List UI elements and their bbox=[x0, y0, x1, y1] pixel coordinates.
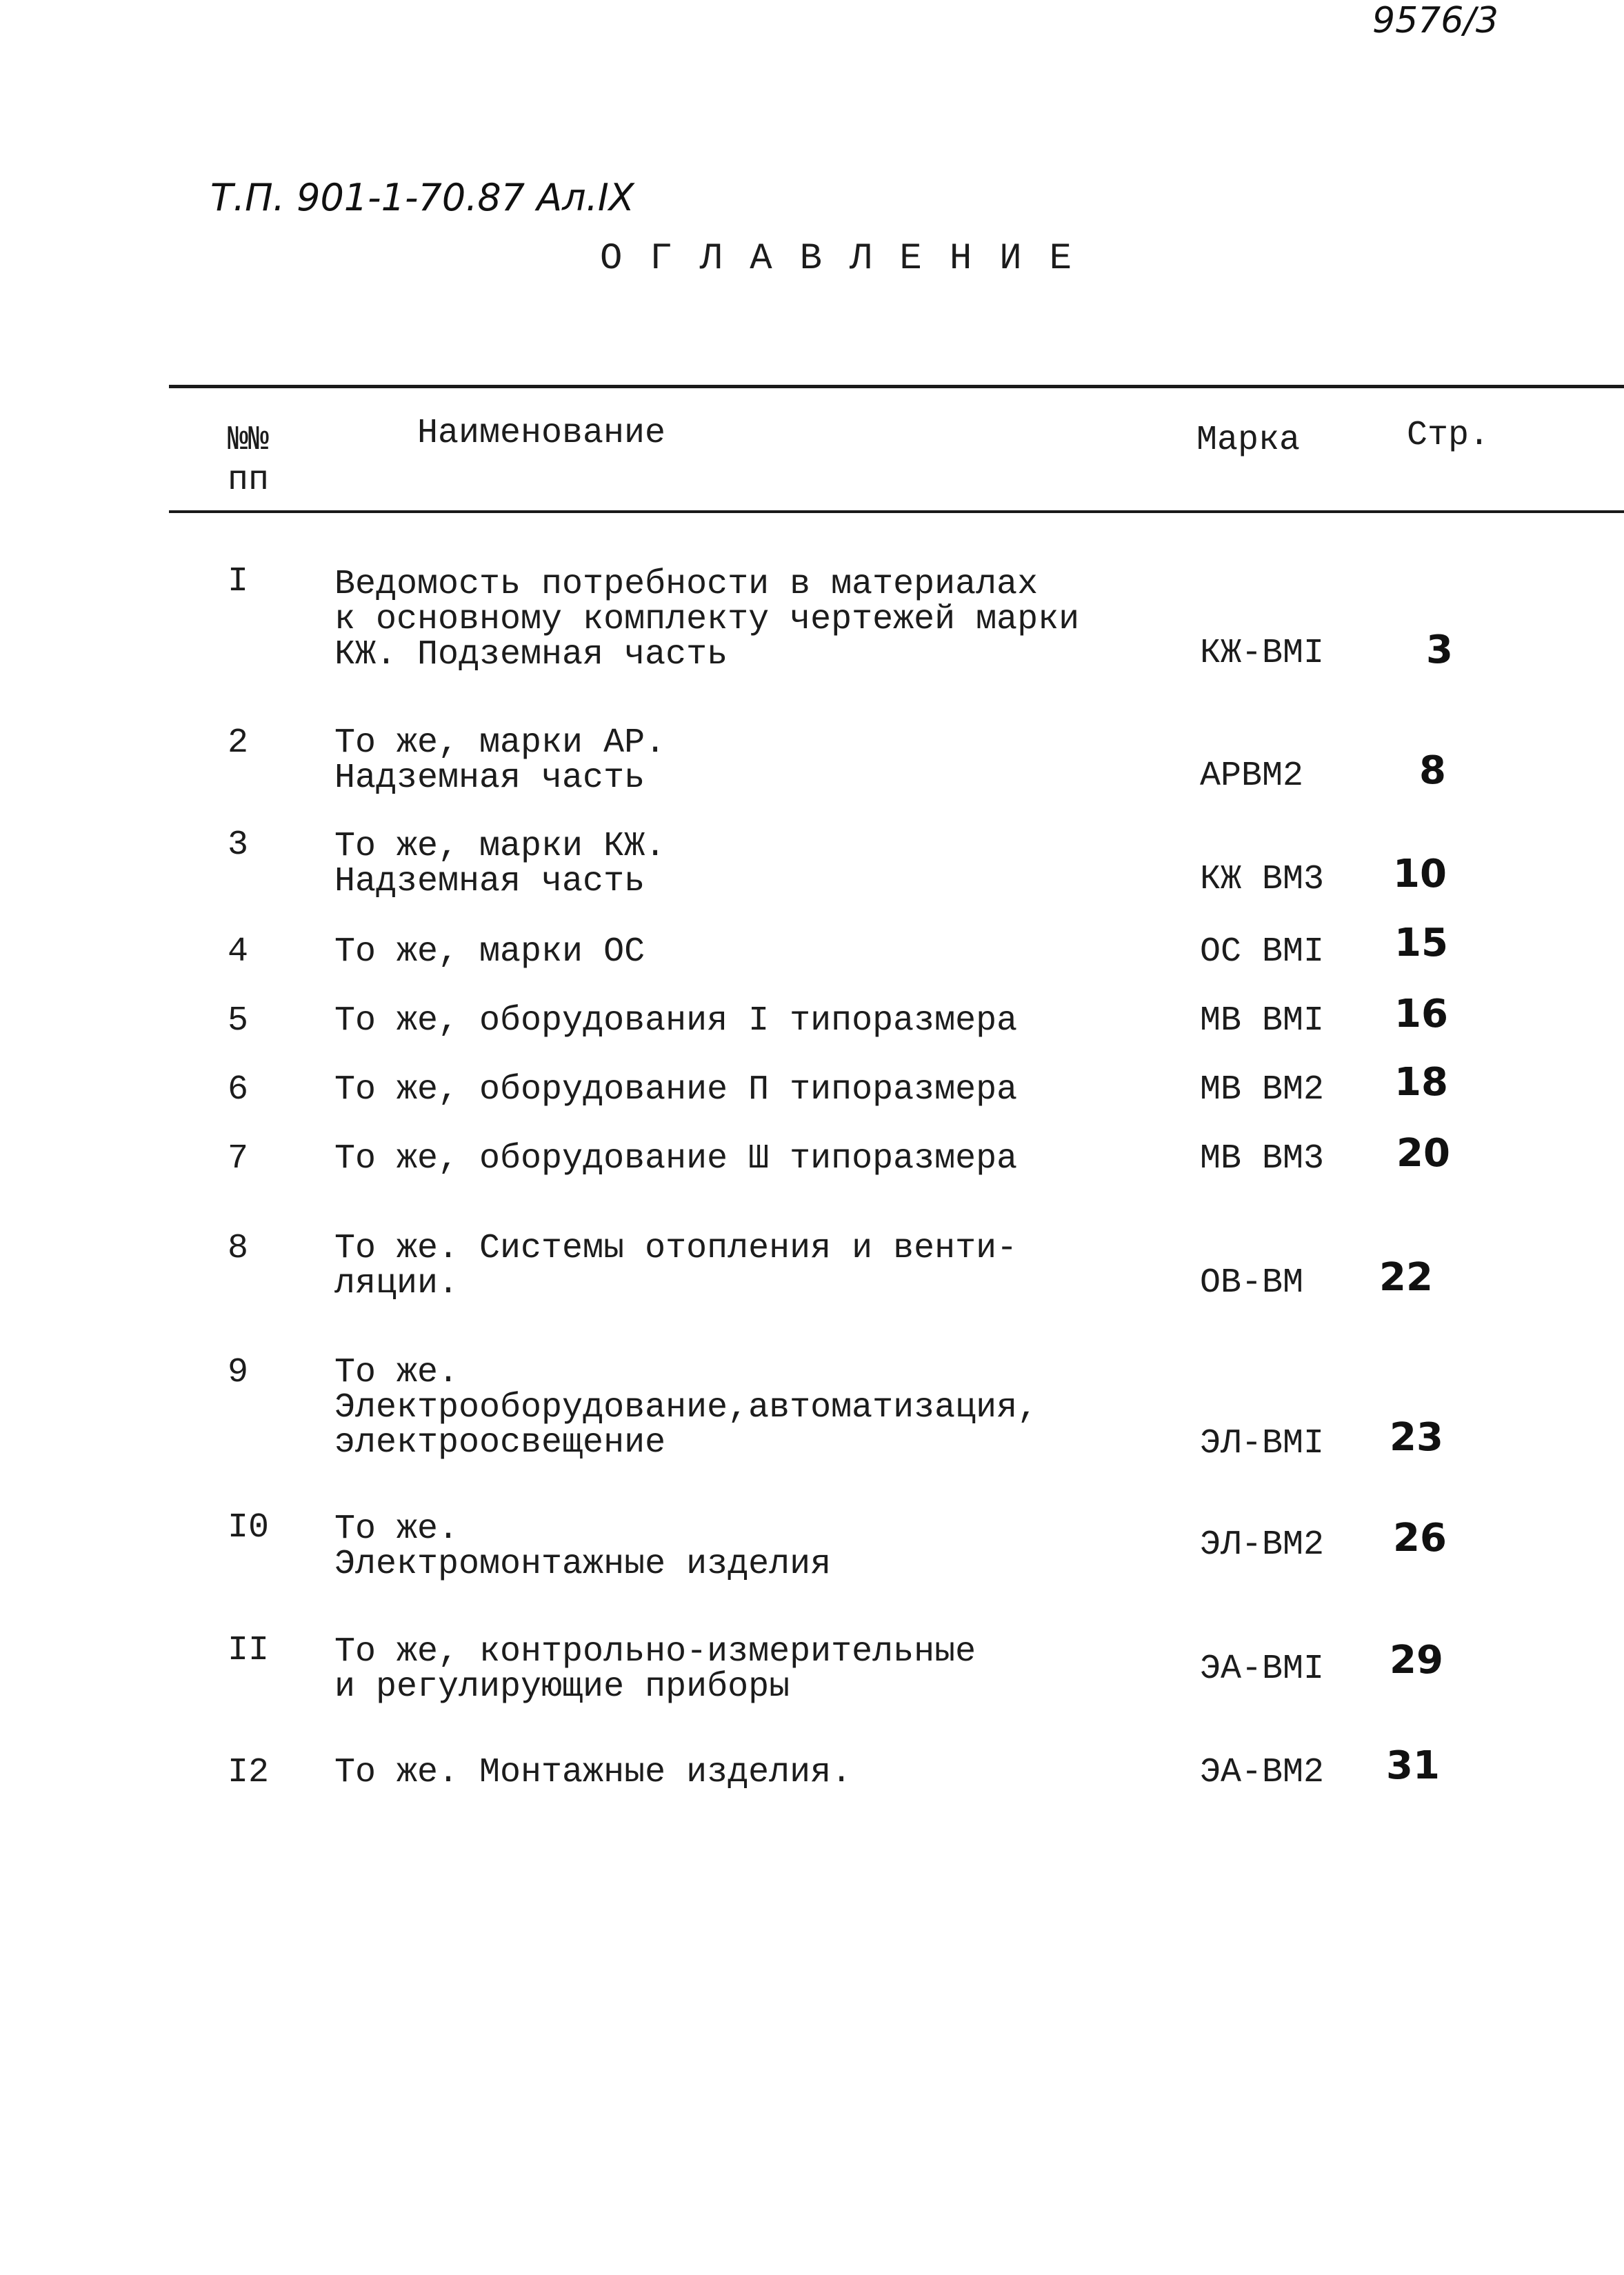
row-page: 10 bbox=[1393, 852, 1447, 896]
row-page: 29 bbox=[1390, 1638, 1443, 1683]
row-name: То же, марки КЖ. Надземная часть bbox=[334, 827, 666, 901]
row-mark: ОС ВМI bbox=[1200, 932, 1325, 972]
row-mark: ЭЛ-ВМ2 bbox=[1200, 1525, 1325, 1565]
header-page: Стр. bbox=[1407, 416, 1490, 455]
row-name: То же. Монтажные изделия. bbox=[334, 1753, 852, 1792]
archive-number: 9576/3 bbox=[1372, 0, 1498, 41]
document-code: Т.П. 901-1-70.87 Ал.IX bbox=[210, 176, 634, 219]
row-mark: МВ ВМ3 bbox=[1200, 1139, 1325, 1179]
row-name: То же. Электромонтажные изделия bbox=[334, 1510, 832, 1584]
table-header-rule bbox=[169, 510, 1624, 513]
row-number: 7 bbox=[228, 1139, 249, 1179]
row-name: То же, оборудования I типоразмера bbox=[334, 1001, 1018, 1041]
row-name: Ведомость потребности в материалах к основному комплекту чертежей марки КЖ. Подземная часть bbox=[334, 565, 1080, 674]
row-mark: МВ ВМ2 bbox=[1200, 1070, 1325, 1110]
table-top-rule bbox=[169, 385, 1624, 388]
row-mark: ЭЛ-ВМI bbox=[1200, 1424, 1325, 1463]
row-page: 18 bbox=[1394, 1060, 1448, 1105]
row-name: То же, контрольно-измерительные и регулирующие приборы bbox=[334, 1632, 976, 1707]
row-name: То же, марки АР. Надземная часть bbox=[334, 723, 666, 798]
row-mark: АРВМ2 bbox=[1200, 756, 1304, 796]
row-mark: КЖ-ВМI bbox=[1200, 634, 1325, 673]
row-mark: ЭА-ВМI bbox=[1200, 1650, 1325, 1689]
row-mark: ЭА-ВМ2 bbox=[1200, 1753, 1325, 1792]
row-page: 8 bbox=[1419, 748, 1446, 793]
row-number: 5 bbox=[228, 1001, 249, 1041]
row-page: 26 bbox=[1393, 1516, 1447, 1561]
header-mark: Марка bbox=[1196, 421, 1301, 460]
page-title: ОГЛАВЛЕНИЕ bbox=[600, 238, 1100, 280]
row-page: 31 bbox=[1386, 1743, 1440, 1788]
row-number: 3 bbox=[228, 825, 249, 865]
row-name: То же, оборудование П типоразмера bbox=[334, 1070, 1018, 1110]
row-number: I bbox=[228, 562, 249, 601]
row-number: 9 bbox=[228, 1353, 249, 1392]
row-mark: МВ ВМI bbox=[1200, 1001, 1325, 1041]
header-name: Наименование bbox=[417, 414, 666, 453]
row-number: I0 bbox=[228, 1508, 270, 1547]
row-name: То же, марки ОС bbox=[334, 932, 645, 972]
row-mark: ОВ-ВМ bbox=[1200, 1263, 1304, 1303]
row-name: То же. Электрооборудование,автоматизация, электроосвещение bbox=[334, 1353, 1039, 1463]
row-name: То же, оборудование Ш типоразмера bbox=[334, 1139, 1018, 1179]
row-page: 20 bbox=[1396, 1131, 1450, 1176]
row-number: I2 bbox=[228, 1753, 270, 1792]
row-number: 4 bbox=[228, 932, 249, 972]
row-page: 22 bbox=[1379, 1255, 1433, 1300]
row-name: То же. Системы отопления и венти- ляции. bbox=[334, 1229, 1018, 1303]
row-number: 2 bbox=[228, 723, 249, 763]
row-number: II bbox=[228, 1631, 270, 1670]
row-mark: КЖ ВМ3 bbox=[1200, 860, 1325, 899]
row-number: 6 bbox=[228, 1070, 249, 1110]
row-page: 23 bbox=[1390, 1415, 1443, 1460]
row-page: 15 bbox=[1394, 921, 1448, 965]
row-page: 16 bbox=[1394, 992, 1448, 1036]
row-page: 3 bbox=[1426, 628, 1453, 672]
row-number: 8 bbox=[228, 1229, 249, 1268]
header-number: №№ пп bbox=[228, 421, 270, 500]
